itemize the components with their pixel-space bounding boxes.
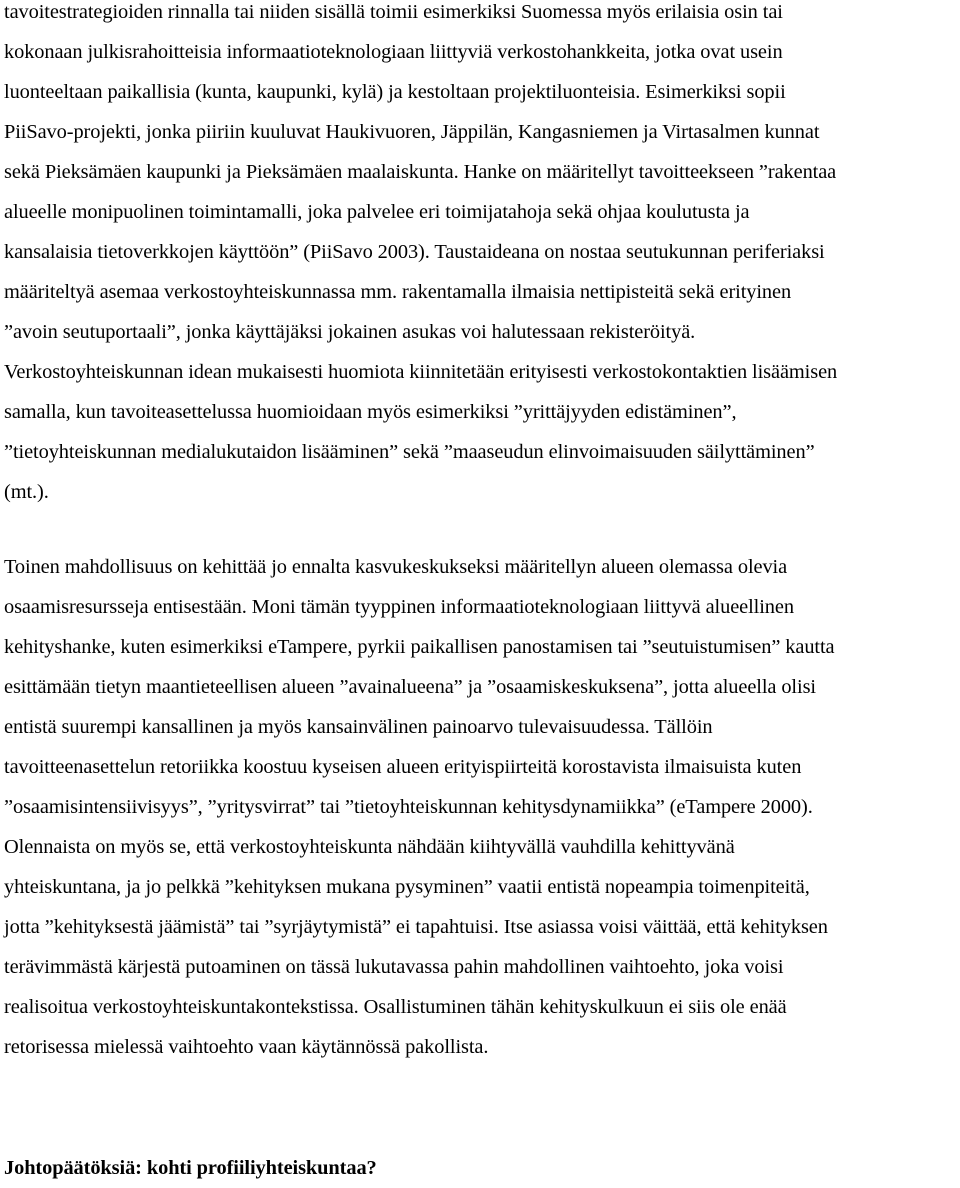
text-line: alueelle monipuolinen toimintamalli, joka palvelee eri toimijatahoja sekä ohjaa koulutusta ja	[4, 201, 750, 223]
text-line: yhteiskuntana, ja jo pelkkä ”kehityksen mukana pysyminen” vaatii entistä nopeampia toimenpiteitä,	[4, 876, 810, 898]
paragraph	[4, 547, 835, 1067]
text-line: Olennaista on myös se, että verkostoyhteiskunta nähdään kiihtyvällä vauhdilla kehittyvänä	[4, 836, 735, 858]
text-line: terävimmästä kärjestä putoaminen on tässä lukutavassa pahin mahdollinen vaihtoehto, joka voisi	[4, 956, 784, 978]
text-line: osaamisresursseja entisestään. Moni tämän tyyppinen informaatioteknologiaan liittyvä alueellinen	[4, 596, 794, 618]
text-line: retorisessa mielessä vaihtoehto vaan käytännössä pakollista.	[4, 1036, 489, 1058]
text-line: PiiSavo-projekti, jonka piiriin kuuluvat Haukivuoren, Jäppilän, Kangasniemen ja Virtasalmen kunnat	[4, 121, 820, 143]
text-line: sekä Pieksämäen kaupunki ja Pieksämäen maalaiskunta. Hanke on määritellyt tavoitteekseen ”rakentaa	[4, 161, 837, 183]
text-line: kansalaisia tietoverkkojen käyttöön” (PiiSavo 2003). Taustaideana on nostaa seutukunnan periferiaksi	[4, 241, 825, 263]
text-line: ”osaamisintensiivisyys”, ”yritysvirrat” tai ”tietoyhteiskunnan kehitysdynamiikka” (eTampere 2000).	[4, 796, 813, 818]
text-line: ”avoin seutuportaali”, jonka käyttäjäksi jokainen asukas voi halutessaan rekisteröityä.	[4, 321, 696, 343]
text-line: entistä suurempi kansallinen ja myös kansainvälinen painoarvo tulevaisuudessa. Tällöin	[4, 716, 713, 738]
section-heading: Johtopäätöksiä: kohti profiiliyhteiskuntaa?	[4, 1157, 377, 1179]
text-line: jotta ”kehityksestä jäämistä” tai ”syrjäytymistä” ei tapahtuisi. Itse asiassa voisi väittää, että kehityksen	[4, 916, 828, 938]
text-line: esittämään tietyn maantieteellisen alueen ”avainalueena” ja ”osaamiskeskuksena”, jotta alueella olisi	[4, 676, 816, 698]
text-line: kehityshanke, kuten esimerkiksi eTampere, pyrkii paikallisen panostamisen tai ”seutuistumisen” kautta	[4, 636, 835, 658]
text-line: tavoitestrategioiden rinnalla tai niiden sisällä toimii esimerkiksi Suomessa myös erilaisia osin tai	[4, 1, 783, 23]
text-line: (mt.).	[4, 481, 49, 503]
text-line: tavoitteenasettelun retoriikka koostuu kyseisen alueen erityispiirteitä korostavista ilmaisuista kuten	[4, 756, 802, 778]
text-line: kokonaan julkisrahoitteisia informaatioteknologiaan liittyviä verkostohankkeita, jotka ovat usein	[4, 41, 783, 63]
text-line: luonteeltaan paikallisia (kunta, kaupunki, kylä) ja kestoltaan projektiluonteisia. Esimerkiksi sopii	[4, 81, 786, 103]
text-line: Toinen mahdollisuus on kehittää jo ennalta kasvukeskukseksi määritellyn alueen olemassa olevia	[4, 556, 788, 578]
text-line: Verkostoyhteiskunnan idean mukaisesti huomiota kiinnitetään erityisesti verkostokontaktien lisäämisen	[4, 361, 838, 383]
text-line: määriteltyä asemaa verkostoyhteiskunnassa mm. rakentamalla ilmaisia nettipisteitä sekä erityinen	[4, 281, 792, 303]
text-line: ”tietoyhteiskunnan medialukutaidon lisääminen” sekä ”maaseudun elinvoimaisuuden säilyttäminen”	[4, 441, 815, 463]
text-line: samalla, kun tavoiteasettelussa huomioidaan myös esimerkiksi ”yrittäjyyden edistäminen”,	[4, 401, 737, 423]
text-line: realisoitua verkostoyhteiskuntakontekstissa. Osallistuminen tähän kehityskulkuun ei siis ole enää	[4, 996, 787, 1018]
paragraph	[4, 0, 837, 512]
